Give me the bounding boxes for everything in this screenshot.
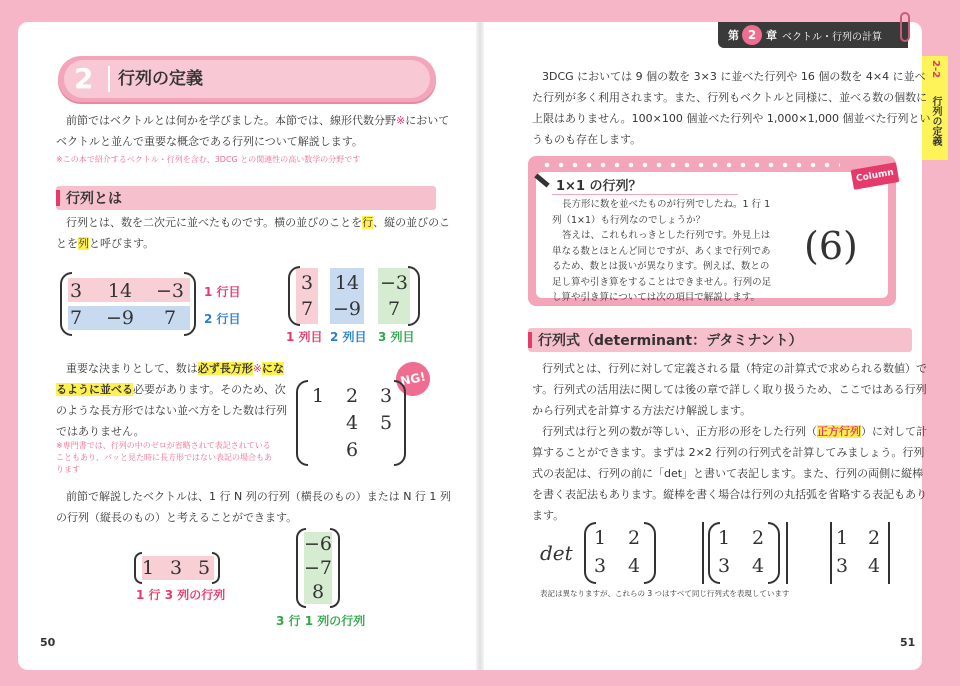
book-spine <box>476 22 484 670</box>
definition-line-1 <box>66 212 450 233</box>
ng-matrix-cell: 1 <box>311 385 325 407</box>
definition-text: とを <box>56 237 78 250</box>
matrix-a-cell: 7 <box>69 307 83 329</box>
det2-cell: 3 <box>717 555 731 577</box>
rule-note-1: ※専門書では、行列の中のゼロが省略されて表記されている <box>56 441 271 450</box>
rule-line-3: のような長方形ではない並べ方をした数は行列 <box>56 404 287 417</box>
matrix-a-cell: −3 <box>155 280 184 302</box>
chapter-header <box>718 22 908 48</box>
section-title: 行列の定義 <box>118 69 203 89</box>
det-heading-bullet <box>528 332 532 348</box>
matrix-b-cell: 7 <box>387 298 401 320</box>
square-text: ）に対して計 <box>861 425 927 438</box>
ng-matrix-cell: 4 <box>345 412 359 434</box>
det-word: det <box>540 541 573 565</box>
footnote-mark: ※ <box>252 362 262 375</box>
matrix-b-cell: 14 <box>334 272 360 294</box>
det3-cell: 1 <box>835 527 849 549</box>
column-ruler-dots <box>540 162 840 168</box>
side-tab-number: 2-2 <box>930 60 941 79</box>
vector-line-2: の行列（縦長のもの）と考えることができます。 <box>56 511 298 524</box>
ng-matrix-cell: 6 <box>345 439 359 461</box>
row-vector-cell: 3 <box>169 557 183 579</box>
col-label-2: 2 列目 <box>330 330 367 344</box>
ng-matrix-cell: 5 <box>379 412 393 434</box>
det-line-1: 行列式とは、行列に対して定義される量（特定の計算式で求められる数値）で <box>542 362 927 375</box>
column-body <box>552 197 771 306</box>
intro-text: において <box>405 114 450 127</box>
matrix-a-cell: 7 <box>163 307 177 329</box>
det-line-2: す。行列式の活用法に関しては後の章で詳しく取り扱うため、ここではある行列 <box>532 383 927 396</box>
rule-line-1 <box>66 358 284 379</box>
column-line: るため、数とは扱いが異なります。例えば、数との <box>552 261 770 272</box>
row-vector-label: 1 行 3 列の行列 <box>136 588 226 602</box>
highlight-square-matrix: 正方行列 <box>817 425 861 438</box>
section-number: 2 <box>74 62 94 95</box>
section-divider <box>108 66 110 92</box>
det2-cell: 1 <box>717 527 731 549</box>
intro-line-2: ベクトルと並んで重要な概念である行列について解説します。 <box>56 135 363 148</box>
square-line-1 <box>542 421 927 442</box>
det1-cell: 1 <box>593 527 607 549</box>
square-line-5: ます。 <box>532 509 565 522</box>
matrix-a-cell: 14 <box>107 280 133 302</box>
intro-line-1 <box>66 110 449 131</box>
matrix-b-cell: −3 <box>379 272 408 294</box>
matrix-b-cell: 7 <box>300 298 314 320</box>
column-title: 1×1 の行列？ <box>556 179 642 194</box>
highlight-rectangle: るように並べる <box>56 383 133 396</box>
rule-line-2 <box>56 379 286 400</box>
matrix-a-cell: 3 <box>69 280 83 302</box>
ng-matrix-cell: 2 <box>345 385 359 407</box>
det1-cell: 2 <box>627 527 641 549</box>
column-line: 列（1×1）も行列なのでしょうか？ <box>552 214 706 226</box>
highlight-rectangle: にな <box>262 362 284 375</box>
column-line: 答えは、これもれっきとした行列です。外見上は <box>562 230 771 241</box>
square-line-2: 算することができます。まずは 2×2 行列の行列式を計算してみましょう。行列 <box>532 446 925 459</box>
det3-cell: 3 <box>835 555 849 577</box>
highlight-col: 列 <box>78 237 89 250</box>
det-heading: 行列式（determinant：デタミナント） <box>538 333 803 349</box>
det1-cell: 3 <box>593 555 607 577</box>
p1-line-4: うものも存在します。 <box>532 133 642 146</box>
column-line: 単なる数とほとんど同じですが、あくまで行列であ <box>552 245 771 257</box>
matrix-a-cell: −9 <box>105 307 134 329</box>
chapter-suffix: 章 <box>766 29 777 42</box>
p1-line-3: 上限はありません。100×100 個並べた行列や 1,000×1,000 個並べた行列とい <box>532 112 931 125</box>
column-line: 足し算や引き算をすることはできません。行列の足 <box>552 276 772 288</box>
square-line-4: を書く表記法もあります。縦棒を書く場合は行列の丸括弧を省略する表記もあり <box>532 488 928 501</box>
square-line-3: 式の表記は、行列の前に「det」と書いて表記します。また、行列の両側に縦棒 <box>532 467 924 480</box>
col-label-3: 3 列目 <box>378 330 415 344</box>
rule-note-3: ります <box>56 465 80 474</box>
side-tab-title: 行列の定義 <box>930 96 941 146</box>
col-vector-cell: −6 <box>303 533 332 555</box>
row-label-1: 1 行目 <box>204 285 241 299</box>
matrix-b-cell: −9 <box>332 298 361 320</box>
column-line: 長方形に数を並べたものが行列でしたね。1 行 1 <box>562 199 771 210</box>
ng-matrix-cell: 3 <box>379 385 393 407</box>
col-vector-cell: 8 <box>311 581 325 603</box>
definition-line-2 <box>56 233 154 254</box>
column-matrix: (6) <box>804 224 858 268</box>
page-number-left: 50 <box>40 636 56 649</box>
subheading-bullet <box>56 190 60 206</box>
paperclip-icon <box>900 12 910 42</box>
ng-badge: NG! <box>393 359 433 399</box>
chapter-prefix: 第 <box>728 29 739 42</box>
det2-cell: 2 <box>751 527 765 549</box>
rule-text: 必要があります。そのため、次 <box>133 383 286 396</box>
det2-cell: 4 <box>751 555 765 577</box>
det-caption: 表記は異なりますが、これらの 3 つはすべて同じ行列式を表現しています <box>540 589 790 598</box>
det3-cell: 4 <box>867 555 881 577</box>
chapter-title: ベクトル・行列の計算 <box>782 32 882 43</box>
column-badge: Column <box>851 162 900 190</box>
rule-note-2: こともあり、パッと見た時に長方形ではない表記の場合もあ <box>56 453 272 462</box>
rule-text: 重要な決まりとして、数は <box>66 362 198 375</box>
intro-text: 前節ではベクトルとは何かを学びました。本節では、線形代数分野 <box>66 114 396 127</box>
highlight-rectangle: 必ず長方形 <box>197 362 253 375</box>
definition-text: 、縦の並びのこ <box>373 216 451 229</box>
column-line: し算や引き算については次の項目で解説します。 <box>552 292 761 303</box>
definition-text: と呼びます。 <box>89 237 155 250</box>
highlight-row: 行 <box>362 216 374 229</box>
subheading-matrix: 行列とは <box>66 191 122 207</box>
vector-line-1: 前節で解説したベクトルは、1 行 N 列の行列（横長のもの）または N 行 1 列 <box>66 490 451 503</box>
col-label-1: 1 列目 <box>286 330 323 344</box>
column-title-underline <box>552 194 738 195</box>
p1-line-1: 3DCG においては 9 個の数を 3×3 に並べた行列や 16 個の数を 4×4 に並べ <box>542 70 926 83</box>
definition-text: 行列とは、数を二次元に並べたものです。横の並びのことを <box>66 216 363 229</box>
chapter-number-badge: 2 <box>742 25 762 45</box>
intro-footnote: ※この本で紹介するベクトル・行列を含む、3DCG との関連性の高い数学の分野です <box>56 155 361 164</box>
det3-cell: 2 <box>867 527 881 549</box>
p1-line-2: た行列が多く利用されます。また、行列もベクトルと同様に、並べる数の個数に <box>532 91 928 104</box>
matrix-b-cell: 3 <box>300 272 314 294</box>
col-vector-cell: −7 <box>303 557 332 579</box>
footnote-mark: ※ <box>396 114 406 127</box>
page-number-right: 51 <box>900 636 916 649</box>
square-text: 行列式は行と列の数が等しい、正方形の形をした行列（ <box>542 425 817 438</box>
det2-left-bar <box>702 522 704 584</box>
row-vector-cell: 1 <box>141 557 155 579</box>
rule-line-4: ではありません。 <box>56 425 145 438</box>
row-label-2: 2 行目 <box>204 312 241 326</box>
det1-cell: 4 <box>627 555 641 577</box>
row-vector-cell: 5 <box>197 557 211 579</box>
det2-right-bar <box>786 522 788 584</box>
col-vector-label: 3 行 1 列の行列 <box>276 614 366 628</box>
det-line-3: から行列式を計算する方法だけ解説します。 <box>532 404 752 417</box>
